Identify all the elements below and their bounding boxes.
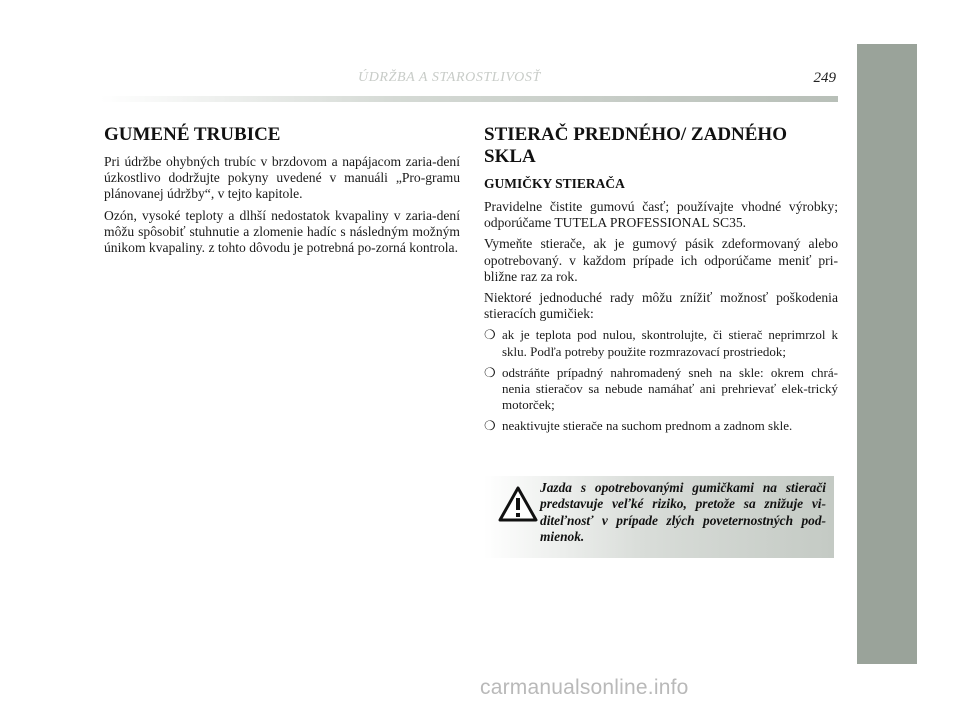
header-rule — [100, 96, 838, 102]
wipers-paragraph-3: Niektoré jednoduché rady môžu znížiť možnosť poškodenia stieracích gumičiek: — [484, 290, 838, 322]
list-item — [484, 418, 838, 434]
bullet-circle-icon: ❍ — [484, 327, 496, 343]
hoses-paragraph-1: Pri údržbe ohybných trubíc v brzdovom a napájacom zaria-dení úzkostlivo dodržujte pokyny uvedené v manuáli „Pro-gramu plánovanej údržby“, v tejto kapitole. — [104, 154, 460, 202]
warning-text-block — [492, 480, 826, 546]
wipers-paragraph-1: Pravidelne čistite gumovú časť; používajte vhodné výrobky; odporúčame TUTELA PROFESSIONAL SC35. — [484, 199, 838, 231]
list-item — [484, 365, 838, 414]
rubber-hoses-heading: GUMENÉ TRUBICE — [104, 124, 281, 145]
warning-box — [484, 476, 834, 558]
watermark: carmanualsonline.info — [480, 676, 689, 699]
chapter-side-tab — [857, 44, 917, 664]
page-number: 249 — [813, 70, 836, 86]
wiper-blades-subheading: GUMIČKY STIERAČA — [484, 176, 625, 191]
wipers-heading: STIERAČ PREDNÉHO/ ZADNÉHO SKLA — [484, 124, 787, 167]
hoses-paragraph-2: Ozón, vysoké teploty a dlhší nedostatok kvapaliny v zaria-dení môžu spôsobiť stuhnutie a zlomenie hadíc s následným možným únikom kvapaliny. z tohto dôvodu je potrebná po-zorná kontrola. — [104, 207, 460, 256]
warning-text: Jazda s opotrebovanými gumičkami na stierači predstavuje veľké riziko, pretože sa znižuje vi-diteľnosť v prípade zlých poveternostných pod-mienok. — [540, 480, 826, 545]
bullet-text: neaktivujte stierače na suchom prednom a zadnom skle. — [502, 418, 793, 434]
section-title: ÚDRŽBA A STAROSTLIVOSŤ — [358, 70, 541, 85]
bullet-circle-icon: ❍ — [484, 364, 496, 380]
right-column — [484, 124, 838, 440]
page-header — [100, 66, 838, 106]
wipers-paragraph-2: Vymeňte stierače, ak je gumový pásik zdeformovaný alebo opotrebovaný. v každom prípade ich odporúčame meniť pri-bližne raz za rok. — [484, 236, 838, 284]
bullet-text: ak je teplota pod nulou, skontrolujte, či stierač neprimrzol k sklu. Podľa potreby použite rozmrazovací prostriedok; — [502, 327, 838, 359]
bullet-text: odstráňte prípadný nahromadený sneh na skle: okrem chrá-nenia stieračov sa nebude namáhať ani prehrievať elek-trický motorček; — [502, 364, 838, 413]
bullet-circle-icon: ❍ — [484, 418, 496, 434]
list-item — [484, 327, 838, 359]
left-column — [104, 124, 460, 261]
